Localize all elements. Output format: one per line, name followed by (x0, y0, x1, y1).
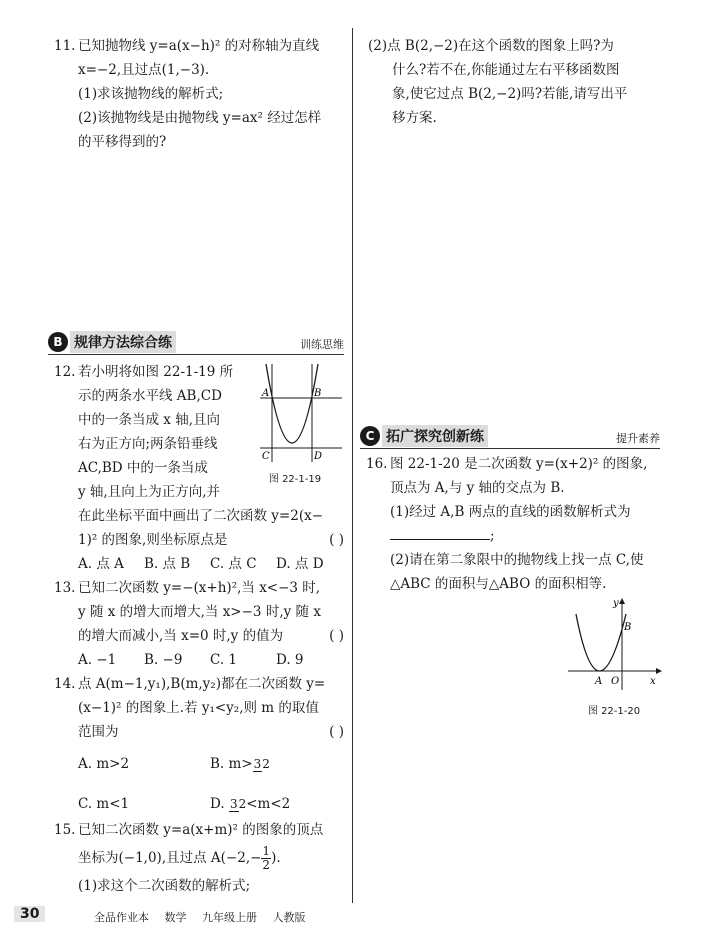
q11-part-2b: 的平移得到的? (78, 134, 167, 150)
q13-options (54, 648, 344, 672)
question-15 (54, 818, 344, 898)
footer-book-title: 全品作业本 (94, 911, 149, 924)
figure-22-1-19-graph (254, 362, 346, 466)
q11-number: 11. (54, 38, 76, 54)
q15-fraction-numerator: 1 (262, 843, 271, 858)
q15-part-1: (1)求这个二次函数的解析式; (78, 878, 251, 894)
column-divider (352, 28, 353, 903)
q14-line-2: (x−1)² 的图象上.若 y₁<y₂,则 m 的取值 (78, 700, 319, 716)
section-c-badge: C (360, 426, 380, 446)
footer-subject: 数学 (164, 911, 187, 924)
q16-line-1: 图 22-1-20 是二次函数 y=(x+2)² 的图象, (390, 456, 648, 472)
page-number: 30 (14, 906, 45, 922)
q14-answer-paren: ( ) (329, 724, 344, 740)
q11-part-2a: (2)该抛物线是由抛物线 y=ax² 经过怎样 (78, 110, 322, 126)
q15-line-1: 已知二次函数 y=a(x+m)² 的图象的顶点 (78, 822, 324, 838)
figure-22-1-19 (254, 362, 346, 485)
q14-option-b (210, 752, 270, 776)
label-point-b: B (314, 388, 322, 399)
section-b-header (48, 330, 344, 355)
q16-part-1: (1)经过 A,B 两点的直线的函数解析式为 (390, 504, 631, 520)
q12-line-1: 若小明将如图 22-1-19 所 (78, 364, 234, 380)
section-c-header (360, 424, 660, 449)
q14-option-b-fraction (253, 758, 270, 772)
q12-options (54, 552, 344, 576)
figure-22-1-19-caption: 图 22-1-19 (268, 474, 322, 485)
q14-option-b-denominator: 2 (262, 756, 270, 771)
q14-options-row-1 (54, 744, 344, 784)
q14-option-d (210, 792, 290, 816)
question-11 (54, 34, 344, 154)
q14-option-b-numerator: 3 (253, 756, 262, 771)
q12-answer-paren: ( ) (329, 532, 344, 548)
footer-edition: 人教版 (272, 911, 306, 924)
q15-part2-line-3: 象,使它过点 B(2,−2)吗?若能,请写出平 (392, 86, 628, 102)
q15-part2-line-2: 什么?若不在,你能通过左右平移函数图 (392, 62, 620, 78)
q15-line-2-pre: 坐标为(−1,0),且过点 A(−2,− (78, 850, 262, 866)
q14-option-d-numerator: 3 (229, 796, 238, 811)
q12-line-2: 示的两条水平线 AB,CD (78, 388, 222, 404)
x-axis-arrow (656, 668, 662, 674)
q13-line-2: y 随 x 的增大而增大,当 x>−3 时,y 随 x (78, 604, 321, 620)
y-axis-arrow (619, 598, 625, 604)
label-point-a: A (262, 388, 270, 399)
q12-line-6: y 轴,且向上为正方向,并 (78, 484, 221, 500)
label-origin: O (611, 676, 620, 687)
q15-fraction (261, 845, 271, 872)
section-b-subtitle: 训练思维 (300, 338, 344, 351)
q12-line-3: 中的一条当成 x 轴,且向 (78, 412, 220, 428)
q13-line-3: 的增大而减小,当 x=0 时,y 的值为 (78, 628, 284, 644)
q12-line-5: AC,BD 中的一条当成 (78, 460, 208, 476)
footer-grade: 九年级上册 (202, 911, 257, 924)
q16-answer-blank[interactable] (390, 525, 490, 540)
q11-stem-2: x=−2,且过点(1,−3). (78, 62, 210, 78)
q16-part-1-end: ; (490, 528, 495, 544)
q15-fraction-denominator: 2 (262, 857, 271, 872)
section-c-subtitle: 提升素养 (616, 432, 660, 445)
q16-line-2: 顶点为 A,与 y 轴的交点为 B. (390, 480, 565, 496)
label-point-c: C (262, 451, 270, 462)
question-14 (54, 672, 344, 824)
q14-option-b-text: B. m> (210, 756, 253, 772)
q14-line-1: 点 A(m−1,y₁),B(m,y₂)都在二次函数 y= (78, 676, 326, 692)
section-b-badge: B (48, 332, 68, 352)
q13-option-d: D. 9 (276, 652, 304, 668)
q14-option-d-text-pre: D. (210, 796, 225, 812)
question-13 (54, 576, 344, 672)
q11-part-1: (1)求该抛物线的解析式; (78, 86, 224, 102)
q12-option-c: C. 点 C (210, 556, 257, 572)
q14-line-3: 范围为 (78, 724, 119, 740)
q16-part-2a: (2)请在第二象限中的抛物线上找一点 C,使 (390, 552, 644, 568)
q16-number: 16. (366, 456, 388, 472)
page-footer (0, 905, 720, 926)
q15-part2-line-4: 移方案. (392, 110, 437, 126)
q13-answer-paren: ( ) (329, 628, 344, 644)
q14-option-d-denominator: 2 (238, 796, 247, 811)
label-point-b: B (624, 622, 632, 633)
label-point-d: D (314, 451, 323, 462)
q15-part2-line-1: (2)点 B(2,−2)在这个函数的图象上吗?为 (368, 38, 614, 54)
q13-option-a: A. −1 (78, 652, 117, 668)
q12-option-a: A. 点 A (78, 556, 124, 572)
q14-option-d-fraction (229, 798, 246, 812)
q12-number: 12. (54, 364, 76, 380)
q15-number: 15. (54, 822, 76, 838)
q12-option-d: D. 点 D (276, 556, 324, 572)
q14-option-c: C. m<1 (78, 796, 130, 812)
section-c-title: 拓广探究创新练 (382, 425, 488, 447)
q14-option-a: A. m>2 (78, 756, 130, 772)
q13-option-b: B. −9 (144, 652, 183, 668)
question-15-part-2 (368, 34, 668, 130)
label-x-axis: x (650, 676, 656, 687)
q15-line-2-post: ). (271, 850, 281, 866)
q11-stem-1: 已知抛物线 y=a(x−h)² 的对称轴为直线 (78, 38, 320, 54)
q12-line-8: 1)² 的图象,则坐标原点是 (78, 532, 228, 548)
footer-book-info (94, 909, 318, 925)
label-point-a: A (595, 676, 603, 687)
figure-22-1-20-caption: 图 22-1-20 (587, 706, 641, 717)
q16-part-2b: △ABC 的面积与△ABO 的面积相等. (390, 576, 607, 592)
label-y-axis: y (613, 598, 619, 609)
q13-line-1: 已知二次函数 y=−(x+h)²,当 x<−3 时, (78, 580, 321, 596)
question-12 (54, 360, 344, 576)
figure-22-1-20-graph (566, 596, 662, 692)
q15-line-2 (54, 842, 344, 874)
figure-22-1-20 (566, 596, 662, 717)
q13-number: 13. (54, 580, 76, 596)
question-16 (366, 452, 666, 596)
parabola-curve (266, 364, 318, 443)
q14-number: 14. (54, 676, 76, 692)
q12-line-4: 右为正方向;两条铅垂线 (78, 436, 218, 452)
q13-option-c: C. 1 (210, 652, 238, 668)
parabola-curve (576, 614, 626, 671)
q14-option-d-text-post: <m<2 (246, 796, 291, 812)
section-b-title: 规律方法综合练 (70, 331, 176, 353)
q12-line-7: 在此坐标平面中画出了二次函数 y=2(x− (78, 508, 324, 524)
q12-option-b: B. 点 B (144, 556, 191, 572)
